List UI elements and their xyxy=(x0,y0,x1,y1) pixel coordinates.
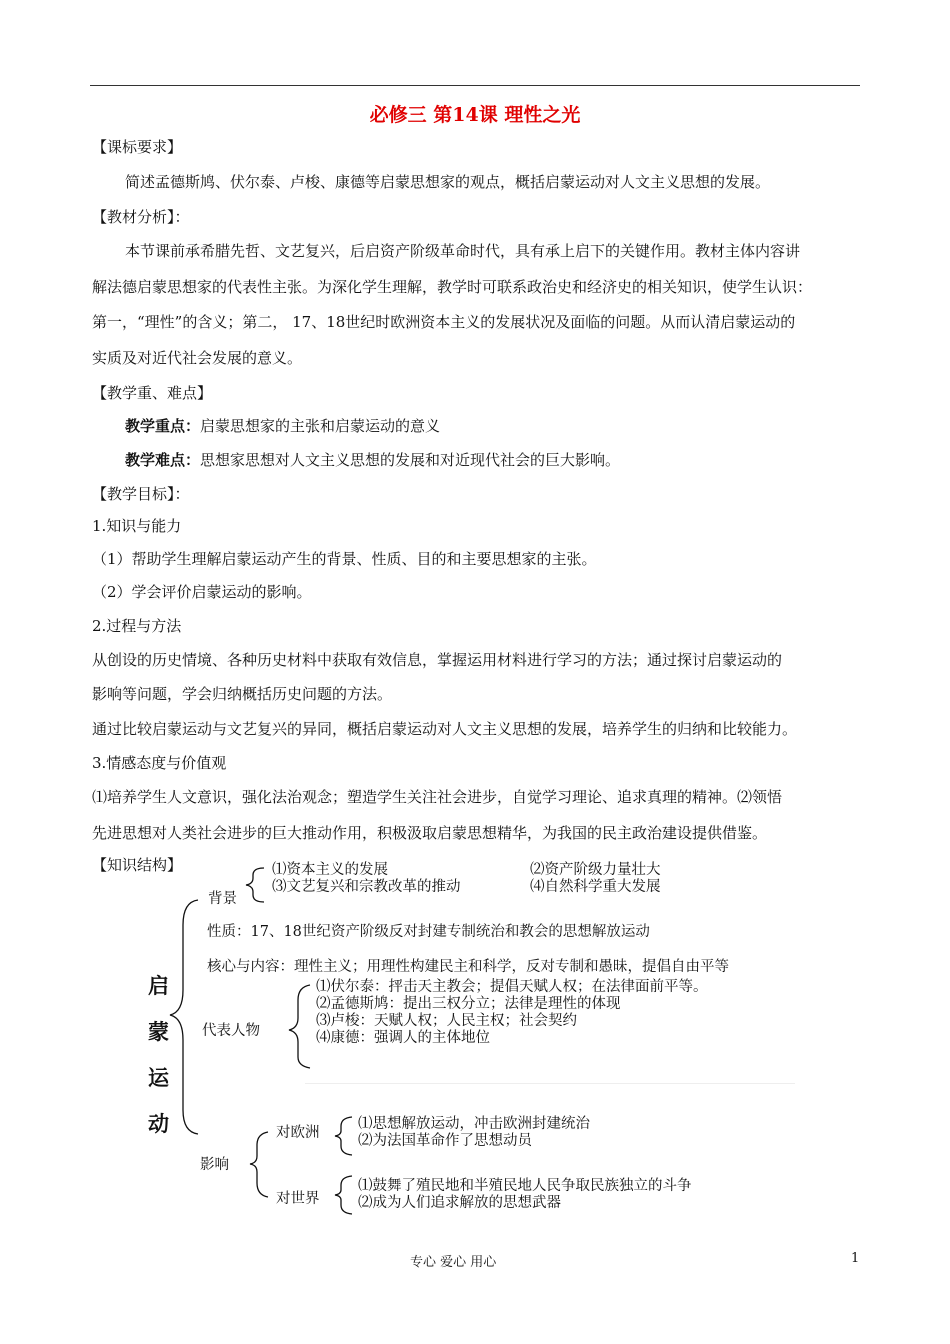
analysis-line: 实质及对近代社会发展的意义。 xyxy=(92,349,303,367)
keypoints-header: 【教学重、难点】 xyxy=(92,384,213,402)
europe-brace xyxy=(335,1117,352,1155)
representative-item: ⑶卢梭：天赋人权；人民主权；社会契约 xyxy=(316,1013,577,1029)
background-item: ⑵资产阶级力量壮大 xyxy=(530,862,661,878)
goal3-line: ⑴培养学生人文意识，强化法治观念；塑造学生关注社会进步，自觉学习理论、追求真理的精神。⑵领悟 xyxy=(92,788,783,806)
analysis-line: 第一，“理性”的含义；第二， 17、18世纪时欧洲资本主义的发展状况及面临的问题。从而认清启蒙运动的 xyxy=(92,313,796,331)
goal2-title: 2.过程与方法 xyxy=(92,617,182,635)
background-label: 背景 xyxy=(208,891,237,907)
influence-label: 影响 xyxy=(200,1157,229,1173)
curriculum-header: 【课标要求】 xyxy=(92,138,183,156)
goals-header: 【教学目标】： xyxy=(92,485,190,503)
key-text: 启蒙思想家的主张和启蒙运动的意义 xyxy=(200,417,441,435)
representative-item: ⑴伏尔泰：抨击天主教会；提倡天赋人权；在法律面前平等。 xyxy=(316,979,708,995)
difficult-text: 思想家思想对人文主义思想的发展和对近现代社会的巨大影响。 xyxy=(200,451,621,469)
root-brace xyxy=(170,900,198,1134)
goal2-line: 影响等问题，学会归纳概括历史问题的方法。 xyxy=(92,685,393,703)
analysis-line: 解法德启蒙思想家的代表性主张。为深化学生理解，教学时可联系政治史和经济史的相关知识，使学生认识： xyxy=(92,278,813,296)
europe-item: ⑵为法国革命作了思想动员 xyxy=(358,1133,532,1149)
world-label: 对世界 xyxy=(276,1191,320,1207)
representatives-brace xyxy=(289,985,310,1068)
representatives-label: 代表人物 xyxy=(202,1023,260,1039)
root-char: 蒙 xyxy=(148,1019,169,1044)
root-char: 启 xyxy=(148,973,169,998)
world-item: ⑵成为人们追求解放的思想武器 xyxy=(358,1195,561,1211)
nature-text: 性质：17、18世纪资产阶级反对封建专制统治和教会的思想解放运动 xyxy=(207,924,650,940)
world-item: ⑴鼓舞了殖民地和半殖民地人民争取民族独立的斗争 xyxy=(358,1178,692,1194)
goal1-item: （1）帮助学生理解启蒙运动产生的背景、性质、目的和主要思想家的主张。 xyxy=(92,550,597,568)
faint-divider xyxy=(305,1083,795,1084)
page-title: 必修三 第14课 理性之光 xyxy=(369,104,581,126)
analysis-header: 【教材分析】： xyxy=(92,208,190,226)
structure-header: 【知识结构】 xyxy=(92,856,183,874)
goal2-line: 通过比较启蒙运动与文艺复兴的异同，概括启蒙运动对人文主义思想的发展，培养学生的归纳和比较能力。 xyxy=(92,720,798,738)
footer-motto: 专心 爱心 用心 xyxy=(410,1255,497,1270)
europe-label: 对欧洲 xyxy=(276,1125,320,1141)
root-char: 运 xyxy=(148,1065,169,1090)
curriculum-text: 简述孟德斯鸠、伏尔泰、卢梭、康德等启蒙思想家的观点，概括启蒙运动对人文主义思想的发展。 xyxy=(125,173,771,191)
key-label: 教学重点： xyxy=(125,417,201,435)
goal1-item: （2）学会评价启蒙运动的影响。 xyxy=(92,583,312,601)
root-char: 动 xyxy=(148,1111,169,1136)
page-number: 1 xyxy=(851,1251,860,1266)
analysis-line: 本节课前承希腊先哲、文艺复兴，后启资产阶级革命时代，具有承上启下的关键作用。教材主体内容讲 xyxy=(125,242,801,260)
representative-item: ⑵孟德斯鸠：提出三权分立；法律是理性的体现 xyxy=(316,996,621,1012)
difficult-label: 教学难点： xyxy=(125,451,201,469)
background-item: ⑷自然科学重大发展 xyxy=(530,879,661,895)
goal3-title: 3.情感态度与价值观 xyxy=(92,754,227,772)
background-item: ⑴资本主义的发展 xyxy=(272,862,388,878)
background-brace xyxy=(246,868,264,902)
goal3-line: 先进思想对人类社会进步的巨大推动作用，积极汲取启蒙思想精华，为我国的民主政治建设提供借鉴。 xyxy=(92,824,768,842)
core-text: 核心与内容：理性主义；用理性构建民主和科学，反对专制和愚昧，提倡自由平等 xyxy=(207,959,729,975)
background-item: ⑶文艺复兴和宗教改革的推动 xyxy=(272,879,461,895)
representative-item: ⑷康德：强调人的主体地位 xyxy=(316,1030,490,1046)
world-brace xyxy=(335,1176,352,1214)
goal1-title: 1.知识与能力 xyxy=(92,517,182,535)
europe-item: ⑴思想解放运动，冲击欧洲封建统治 xyxy=(358,1116,590,1132)
goal2-line: 从创设的历史情境、各种历史材料中获取有效信息，掌握运用材料进行学习的方法；通过探讨启蒙运动的 xyxy=(92,651,783,669)
influence-brace xyxy=(250,1132,268,1197)
